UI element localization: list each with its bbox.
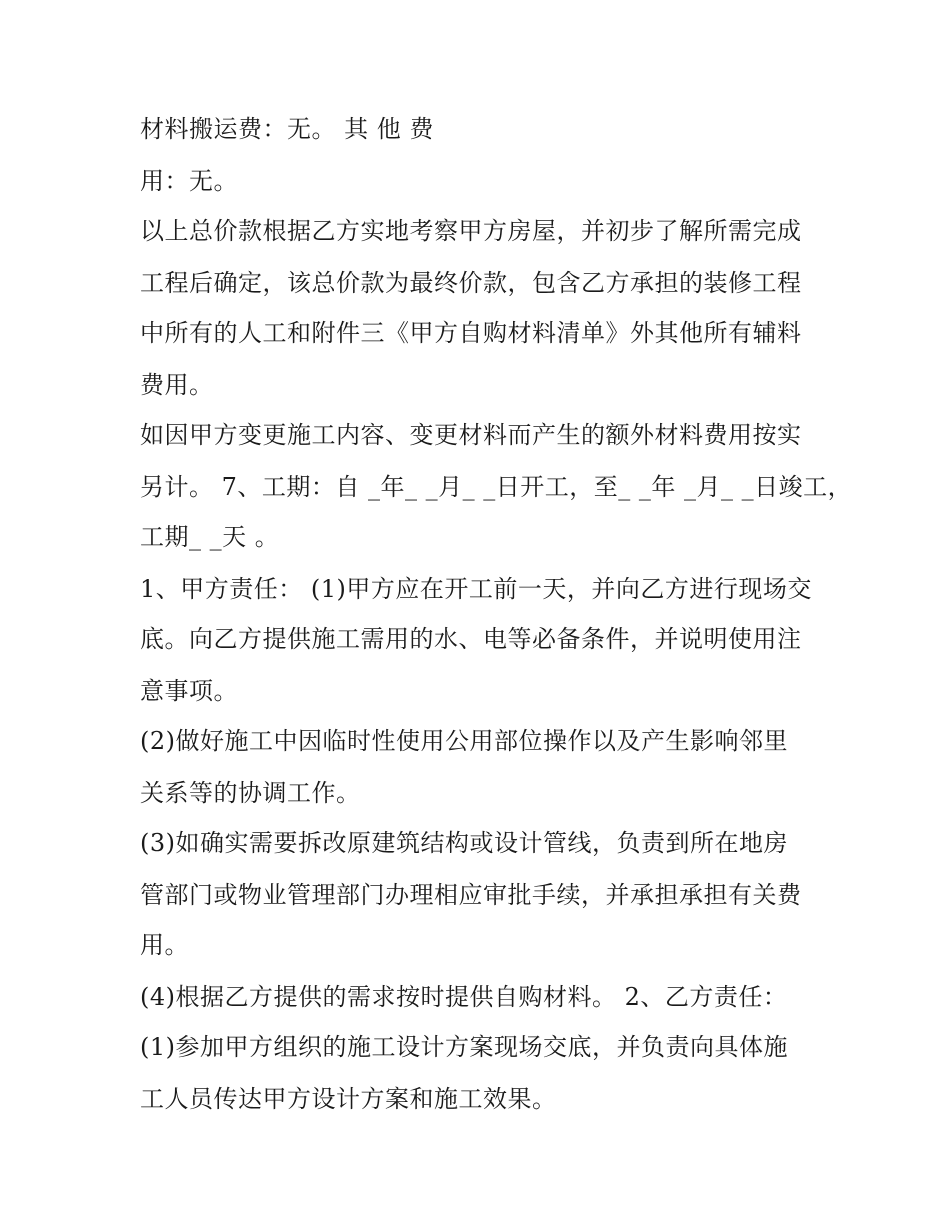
text-line: 以上总价款根据乙方实地考察甲方房屋，并初步了解所需完成 xyxy=(140,217,802,245)
text-line: 如因甲方变更施工内容、变更材料而产生的额外材料费用按实 xyxy=(140,421,802,449)
text-line: 另计。 7、工期：自 _年_ _月_ _日开工，至_ _年 _月_ _日竣工， xyxy=(140,473,853,501)
text-line: 工人员传达甲方设计方案和施工效果。 xyxy=(140,1085,557,1113)
text-line: 中所有的人工和附件三《甲方自购材料清单》外其他所有辅料 xyxy=(140,319,802,347)
text-line: 用：无。 xyxy=(140,167,238,195)
text-line: 费用。 xyxy=(140,371,214,399)
text-line: 1、甲方责任： (1)甲方应在开工前一天，并向乙方进行现场交 xyxy=(140,575,812,603)
text-line: (1)参加甲方组织的施工设计方案现场交底，并负责向具体施 xyxy=(140,1033,788,1061)
text-line: 管部门或物业管理部门办理相应审批手续，并承担承担有关费 xyxy=(140,881,802,909)
text-line: (2)做好施工中因临时性使用公用部位操作以及产生影响邻里 xyxy=(140,727,788,755)
text-line: 工期_ _天 。 xyxy=(140,523,280,551)
text-line: 关系等的协调工作。 xyxy=(140,779,361,807)
text-line: 用。 xyxy=(140,931,189,959)
text-line: (4)根据乙方提供的需求按时提供自购材料。 2、乙方责任： xyxy=(140,983,788,1011)
text-line: 材料搬运费：无。 其 他 费 xyxy=(140,115,434,143)
text-line: (3)如确实需要拆改原建筑结构或设计管线，负责到所在地房 xyxy=(140,829,788,857)
text-line: 工程后确定，该总价款为最终价款，包含乙方承担的装修工程 xyxy=(140,269,802,297)
text-line: 底。向乙方提供施工需用的水、电等必备条件，并说明使用注 xyxy=(140,625,802,653)
text-line: 意事项。 xyxy=(140,677,238,705)
